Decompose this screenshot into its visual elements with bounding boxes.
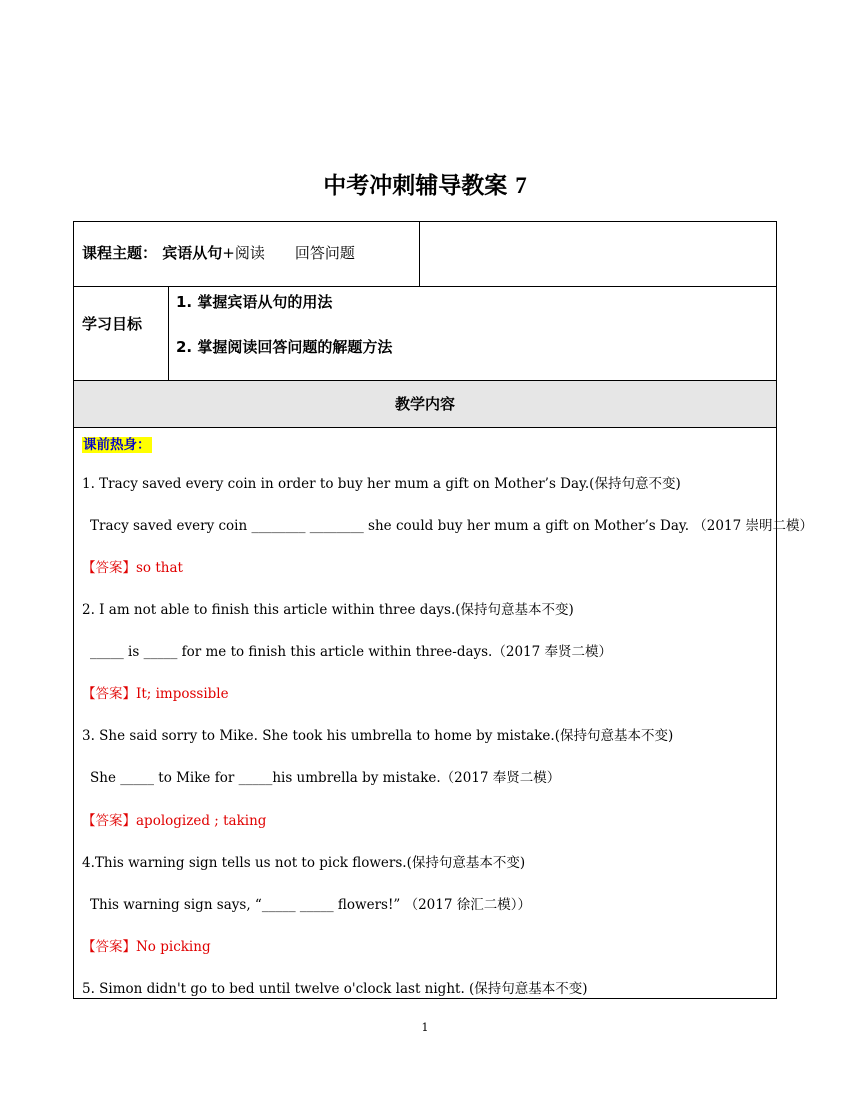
warmup-heading	[82, 433, 152, 453]
answer-1: 【答案】so that	[82, 560, 183, 576]
topic-label: 课程主题：	[82, 244, 158, 262]
answer-3: 【答案】apologized ; taking	[82, 813, 267, 829]
question-3: 3. She said sorry to Mike. She took his umbrella to home by mistake.(保持句意基本不变)	[82, 728, 674, 744]
goal-item-2: 2. 掌握阅读回答问题的解题方法	[176, 338, 393, 356]
question-3-prompt: She _____ to Mike for _____his umbrella by mistake.（2017 奉贤二模）	[90, 770, 561, 786]
title-text: 中考冲刺辅导教案	[323, 173, 508, 199]
question-1: 1. Tracy saved every coin in order to buy her mum a gift on Mother’s Day.(保持句意不变)	[82, 476, 681, 492]
topic-row	[74, 222, 776, 287]
goal-row	[74, 287, 776, 381]
answer-4: 【答案】No picking	[82, 939, 211, 955]
goal-divider	[168, 287, 169, 380]
topic-value-rest: +阅读 回答问题	[222, 244, 355, 262]
warmup-label: 课前热身：	[83, 437, 151, 453]
question-1-prompt: Tracy saved every coin ________ ________ she could buy her mum a gift on Mother’s Day. （2017 崇明二模）	[90, 518, 813, 534]
question-4: 4.This warning sign tells us not to pick flowers.(保持句意基本不变)	[82, 855, 526, 871]
document-title	[0, 167, 850, 200]
section-title: 教学内容	[394, 395, 455, 413]
lesson-plan-table	[73, 221, 813, 999]
goal-label: 学习目标	[82, 315, 143, 333]
topic-divider	[419, 222, 420, 286]
question-2: 2. I am not able to finish this article within three days.(保持句意基本不变)	[82, 602, 574, 618]
question-2-prompt: _____ is _____ for me to finish this article within three-days.（2017 奉贤二模）	[90, 644, 612, 660]
question-4-prompt: This warning sign says, “_____ _____ flowers!” （2017 徐汇二模））	[90, 897, 531, 913]
topic-field	[82, 242, 355, 263]
question-5: 5. Simon didn't go to bed until twelve o'clock last night. (保持句意基本不变)	[82, 981, 588, 997]
topic-value-bold: 宾语从句	[162, 244, 223, 262]
goal-item-1: 1. 掌握宾语从句的用法	[176, 293, 333, 311]
page-number: 1	[421, 1021, 429, 1034]
section-header-row	[74, 381, 776, 428]
answer-2: 【答案】It; impossible	[82, 686, 229, 702]
title-number: 7	[515, 173, 527, 198]
